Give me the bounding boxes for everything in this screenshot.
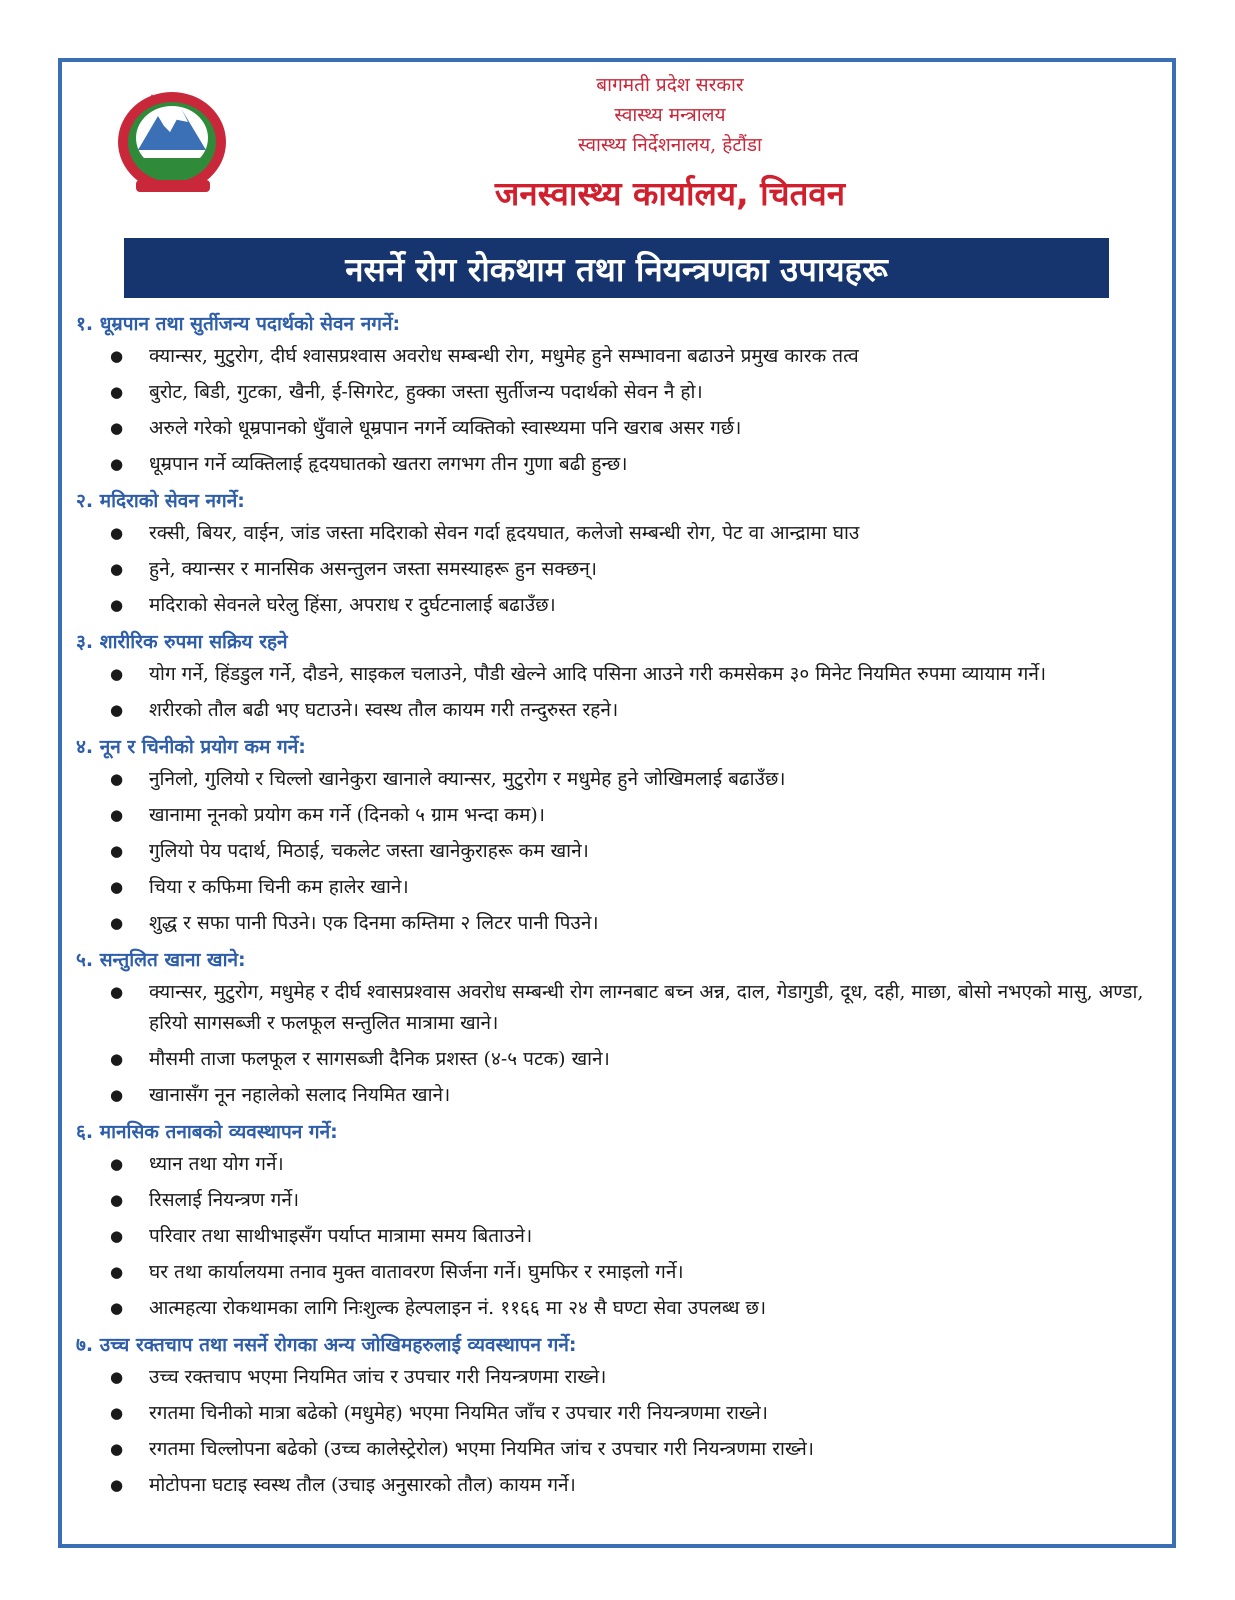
nepal-emblem-icon (108, 80, 238, 198)
list-item: ● नुनिलो, गुलियो र चिल्लो खानेकुरा खानाले क्यान्सर, मुटुरोग र मधुमेह हुने जोखिमलाई बढाउँछ। (76, 764, 1156, 795)
header-line-ministry: स्वास्थ्य मन्त्रालय (614, 104, 726, 126)
section-title: ३. शारीरिक रुपमा सक्रिय रहने (76, 631, 288, 653)
bullet-list (76, 764, 1156, 939)
page-title-banner (124, 238, 1109, 298)
list-item: ● घर तथा कार्यालयमा तनाव मुक्त वातावरण सिर्जना गर्ने। घुमफिर र रमाइलो गर्ने। (76, 1257, 1156, 1288)
government-header (360, 70, 980, 160)
list-item: ● चिया र कफिमा चिनी कम हालेर खाने। (76, 872, 1156, 903)
section-title: २. मदिराको सेवन नगर्ने: (76, 490, 245, 512)
content-sections (76, 308, 1156, 1506)
bullet-list (76, 341, 1156, 480)
section-6 (76, 1116, 1156, 1324)
list-item: ● हुने, क्यान्सर र मानसिक असन्तुलन जस्ता समस्याहरू हुन सक्छन्। (76, 554, 1156, 585)
bullet-list (76, 977, 1156, 1111)
list-item: ● मदिराको सेवनले घरेलु हिंसा, अपराध र दुर्घटनालाई बढाउँछ। (76, 590, 1156, 621)
list-item: ● रगतमा चिनीको मात्रा बढेको (मधुमेह) भएमा नियमित जाँच र उपचार गरी नियन्त्रणमा राख्ने। (76, 1398, 1156, 1429)
section-title: ५. सन्तुलित खाना खाने: (76, 949, 246, 971)
section-title: ४. नून र चिनीको प्रयोग कम गर्ने: (76, 736, 306, 758)
list-item: ● रक्सी, बियर, वाईन, जांड जस्ता मदिराको सेवन गर्दा हृदयघात, कलेजो सम्बन्धी रोग, पेट वा आन्द्रामा घाउ (76, 518, 1156, 549)
list-item: ● क्यान्सर, मुटुरोग, दीर्घ श्वासप्रश्वास अवरोध सम्बन्धी रोग, मधुमेह हुने सम्भावना बढाउने प्रमुख कारक तत्व (76, 341, 1156, 372)
list-item: ● उच्च रक्तचाप भएमा नियमित जांच र उपचार गरी नियन्त्रणमा राख्ने। (76, 1362, 1156, 1393)
section-4 (76, 731, 1156, 939)
office-title: जनस्वास्थ्य कार्यालय, चितवन (494, 174, 846, 213)
list-item: ● योग गर्ने, हिंडडुल गर्ने, दौडने, साइकल चलाउने, पौडी खेल्ने आदि पसिना आउने गरी कमसेकम ३० मिनेट नियमित रुपमा व्यायाम गर्ने। (76, 659, 1156, 690)
list-item: ● रगतमा चिल्लोपना बढेको (उच्च कालेस्ट्रेरोल) भएमा नियमित जांच र उपचार गरी नियन्त्रणमा राख्ने। (76, 1434, 1156, 1465)
list-item: ● रिसलाई नियन्त्रण गर्ने। (76, 1185, 1156, 1216)
section-5 (76, 944, 1156, 1111)
list-item: ● अरुले गरेको धूम्रपानको धुँवाले धूम्रपान नगर्ने व्यक्तिको स्वास्थ्यमा पनि खराब असर गर्छ। (76, 413, 1156, 444)
section-3 (76, 626, 1156, 726)
list-item: ● गुलियो पेय पदार्थ, मिठाई, चकलेट जस्ता खानेकुराहरू कम खाने। (76, 836, 1156, 867)
list-item: ● धूम्रपान गर्ने व्यक्तिलाई हृदयघातको खतरा लगभग तीन गुणा बढी हुन्छ। (76, 449, 1156, 480)
bullet-list (76, 659, 1156, 726)
list-item: ● मौसमी ताजा फलफूल र सागसब्जी दैनिक प्रशस्त (४-५ पटक) खाने। (76, 1044, 1156, 1075)
list-item: ● बुरोट, बिडी, गुटका, खैनी, ई-सिगरेट, हुक्का जस्ता सुर्तीजन्य पदार्थको सेवन नै हो। (76, 377, 1156, 408)
section-title: ७. उच्च रक्तचाप तथा नसर्ने रोगका अन्य जोखिमहरुलाई व्यवस्थापन गर्ने: (76, 1334, 577, 1356)
section-title: १. धूम्रपान तथा सुर्तीजन्य पदार्थको सेवन नगर्ने: (76, 313, 401, 335)
list-item: ● खानामा नूनको प्रयोग कम गर्ने (दिनको ५ ग्राम भन्दा कम)। (76, 800, 1156, 831)
page-title: नसर्ने रोग रोकथाम तथा नियन्त्रणका उपायहरू (345, 249, 888, 289)
section-title: ६. मानसिक तनाबको व्यवस्थापन गर्ने: (76, 1121, 338, 1143)
bullet-list (76, 1149, 1156, 1324)
bullet-list (76, 518, 1156, 621)
list-item: ● ध्यान तथा योग गर्ने। (76, 1149, 1156, 1180)
list-item: ● शुद्ध र सफा पानी पिउने। एक दिनमा कम्तिमा २ लिटर पानी पिउने। (76, 908, 1156, 939)
header-line-directorate: स्वास्थ्य निर्देशनालय, हेटौंडा (578, 134, 762, 156)
list-item: ● क्यान्सर, मुटुरोग, मधुमेह र दीर्घ श्वासप्रश्वास अवरोध सम्बन्धी रोग लाग्नबाट बच्न अन्न, दाल, गेडागुडी, दूध, दही, माछा, बोसो नभएको मासु, अण्डा, हरियो सागसब्जी र फलफूल सन्तुलित मात्रामा खाने। (76, 977, 1156, 1039)
list-item: ● आत्महत्या रोकथामका लागि निःशुल्क हेल्पलाइन नं. ११६६ मा २४ सै घण्टा सेवा उपलब्ध छ। (76, 1293, 1156, 1324)
bullet-list (76, 1362, 1156, 1501)
list-item: ● मोटोपना घटाइ स्वस्थ तौल (उचाइ अनुसारको तौल) कायम गर्ने। (76, 1470, 1156, 1501)
list-item: ● परिवार तथा साथीभाइसँग पर्याप्त मात्रामा समय बिताउने। (76, 1221, 1156, 1252)
section-7 (76, 1329, 1156, 1501)
section-1 (76, 308, 1156, 480)
header-line-province: बागमती प्रदेश सरकार (596, 74, 744, 96)
section-2 (76, 485, 1156, 621)
list-item: ● शरीरको तौल बढी भए घटाउने। स्वस्थ तौल कायम गरी तन्दुरुस्त रहने। (76, 695, 1156, 726)
list-item: ● खानासँग नून नहालेको सलाद नियमित खाने। (76, 1080, 1156, 1111)
